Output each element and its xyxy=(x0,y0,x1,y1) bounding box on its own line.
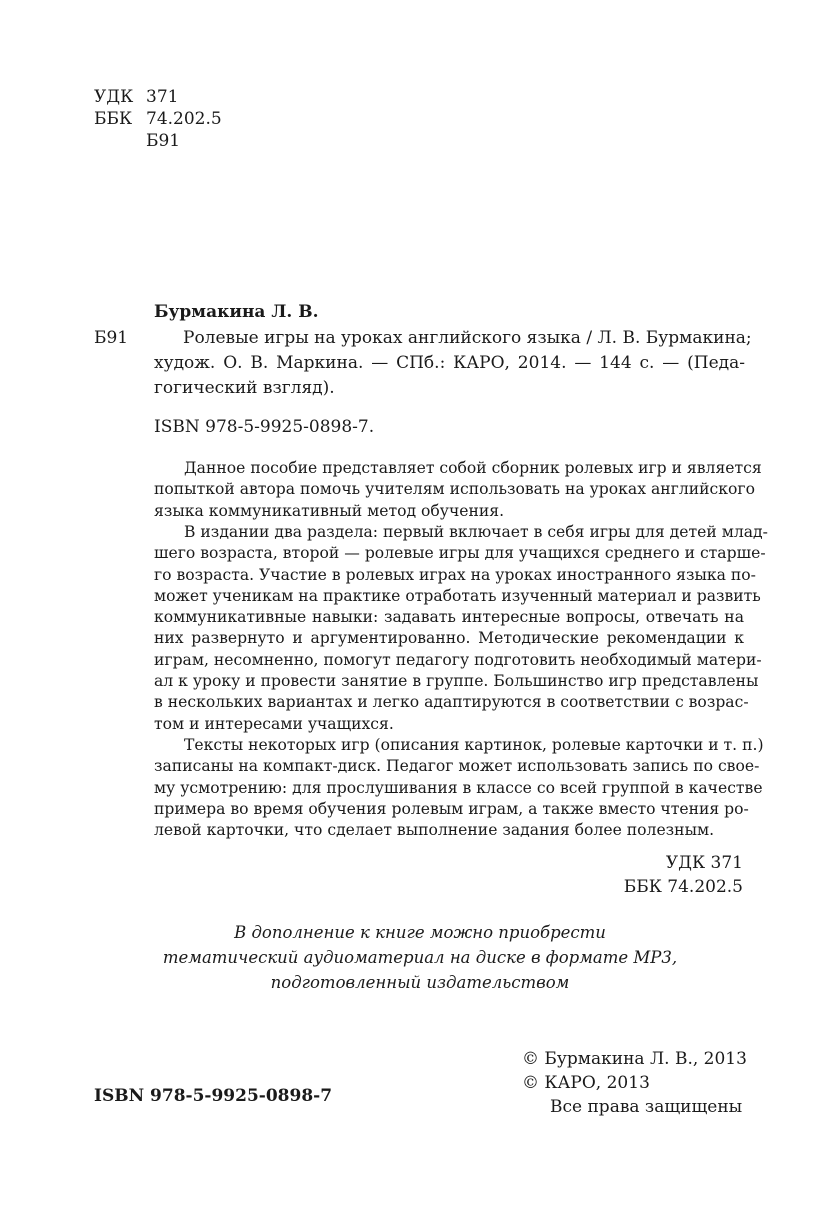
annotation-line: попыткой автора помочь учителям использовать на уроках английского xyxy=(154,480,755,499)
annotation-line: примера во время обучения ролевым играм, а также вместо чтения ро- xyxy=(154,799,749,818)
annotation-line: в нескольких вариантах и легко адаптируются в соответствии с возрас- xyxy=(154,693,749,712)
annotation-line: коммуникативные навыки: задавать интересные вопросы, отвечать на xyxy=(154,608,744,627)
udk-value: 371 xyxy=(146,87,179,107)
bbk-row xyxy=(94,108,222,130)
annotation-paragraph-1 xyxy=(154,458,762,522)
udk-right: УДК 371 xyxy=(665,853,743,873)
bbk-value: 74.202.5 xyxy=(146,109,222,129)
record-title-line-3: гогический взгляд). xyxy=(154,378,335,398)
supplement-line: В дополнение к книге можно приобрести xyxy=(234,923,606,942)
record-title-line-1: Ролевые игры на уроках английского языка / Л. В. Бурмакина; xyxy=(183,328,752,348)
author-mark: Б91 xyxy=(146,131,181,151)
footer-isbn: ISBN 978-5-9925-0898-7 xyxy=(94,1086,333,1106)
annotation-line: записаны на компакт-диск. Педагог может использовать запись по свое- xyxy=(154,757,760,776)
annotation-index-block xyxy=(624,851,743,899)
record-author-mark: Б91 xyxy=(94,328,129,348)
annotation-line: шего возраста, второй — ролевые игры для учащихся среднего и старше- xyxy=(154,544,766,563)
annotation-line: ал к уроку и провести занятие в группе. Большинство игр представлены xyxy=(154,672,759,691)
record-isbn: ISBN 978-5-9925-0898-7. xyxy=(154,417,375,437)
record-title-line-2: худож. О. В. Маркина. — СПб.: КАРО, 2014. — 144 с. — (Педа- xyxy=(154,353,745,373)
classification-block xyxy=(94,86,222,152)
annotation-line: Данное пособие представляет собой сборник ролевых игр и является xyxy=(184,459,762,477)
copyright-block xyxy=(522,1047,747,1119)
annotation-line: Тексты некоторых игр (описания картинок, ролевые карточки и т. п.) xyxy=(184,736,764,754)
rights-reserved: Все права защищены xyxy=(550,1097,743,1117)
copyright-publisher: © КАРО, 2013 xyxy=(522,1073,650,1093)
author-mark-row xyxy=(94,130,222,152)
annotation-paragraph-2 xyxy=(154,522,768,735)
annotation-line: го возраста. Участие в ролевых играх на уроках иностранного языка по- xyxy=(154,565,756,584)
annotation-line: том и интересами учащихся. xyxy=(154,714,394,733)
supplement-line: подготовленный издательством xyxy=(270,973,570,992)
bbk-right: ББК 74.202.5 xyxy=(623,877,743,897)
annotation-line: играм, несомненно, помогут педагогу подготовить необходимый матери- xyxy=(154,650,762,669)
annotation-line: В издании два раздела: первый включает в себя игры для детей млад- xyxy=(184,523,768,541)
supplement-line: тематический аудиоматериал на диске в формате МР3, xyxy=(162,948,678,967)
bbk-label: ББК xyxy=(94,109,133,129)
supplement-note xyxy=(150,920,690,995)
annotation-line: них развернуто и аргументированно. Методические рекомендации к xyxy=(154,629,744,648)
annotation-line: му усмотрению: для прослушивания в классе со всей группой в качестве xyxy=(154,778,763,797)
annotation-line: языка коммуникативный метод обучения. xyxy=(154,501,505,520)
author-heading: Бурмакина Л. В. xyxy=(154,302,319,322)
annotation-line: может ученикам на практике отработать изученный материал и развить xyxy=(154,586,761,605)
annotation-line: левой карточки, что сделает выполнение задания более полезным. xyxy=(154,821,715,840)
udk-row xyxy=(94,86,222,108)
annotation-paragraph-3 xyxy=(154,735,764,841)
copyright-author: © Бурмакина Л. В., 2013 xyxy=(522,1049,747,1069)
udk-label: УДК xyxy=(94,87,134,107)
